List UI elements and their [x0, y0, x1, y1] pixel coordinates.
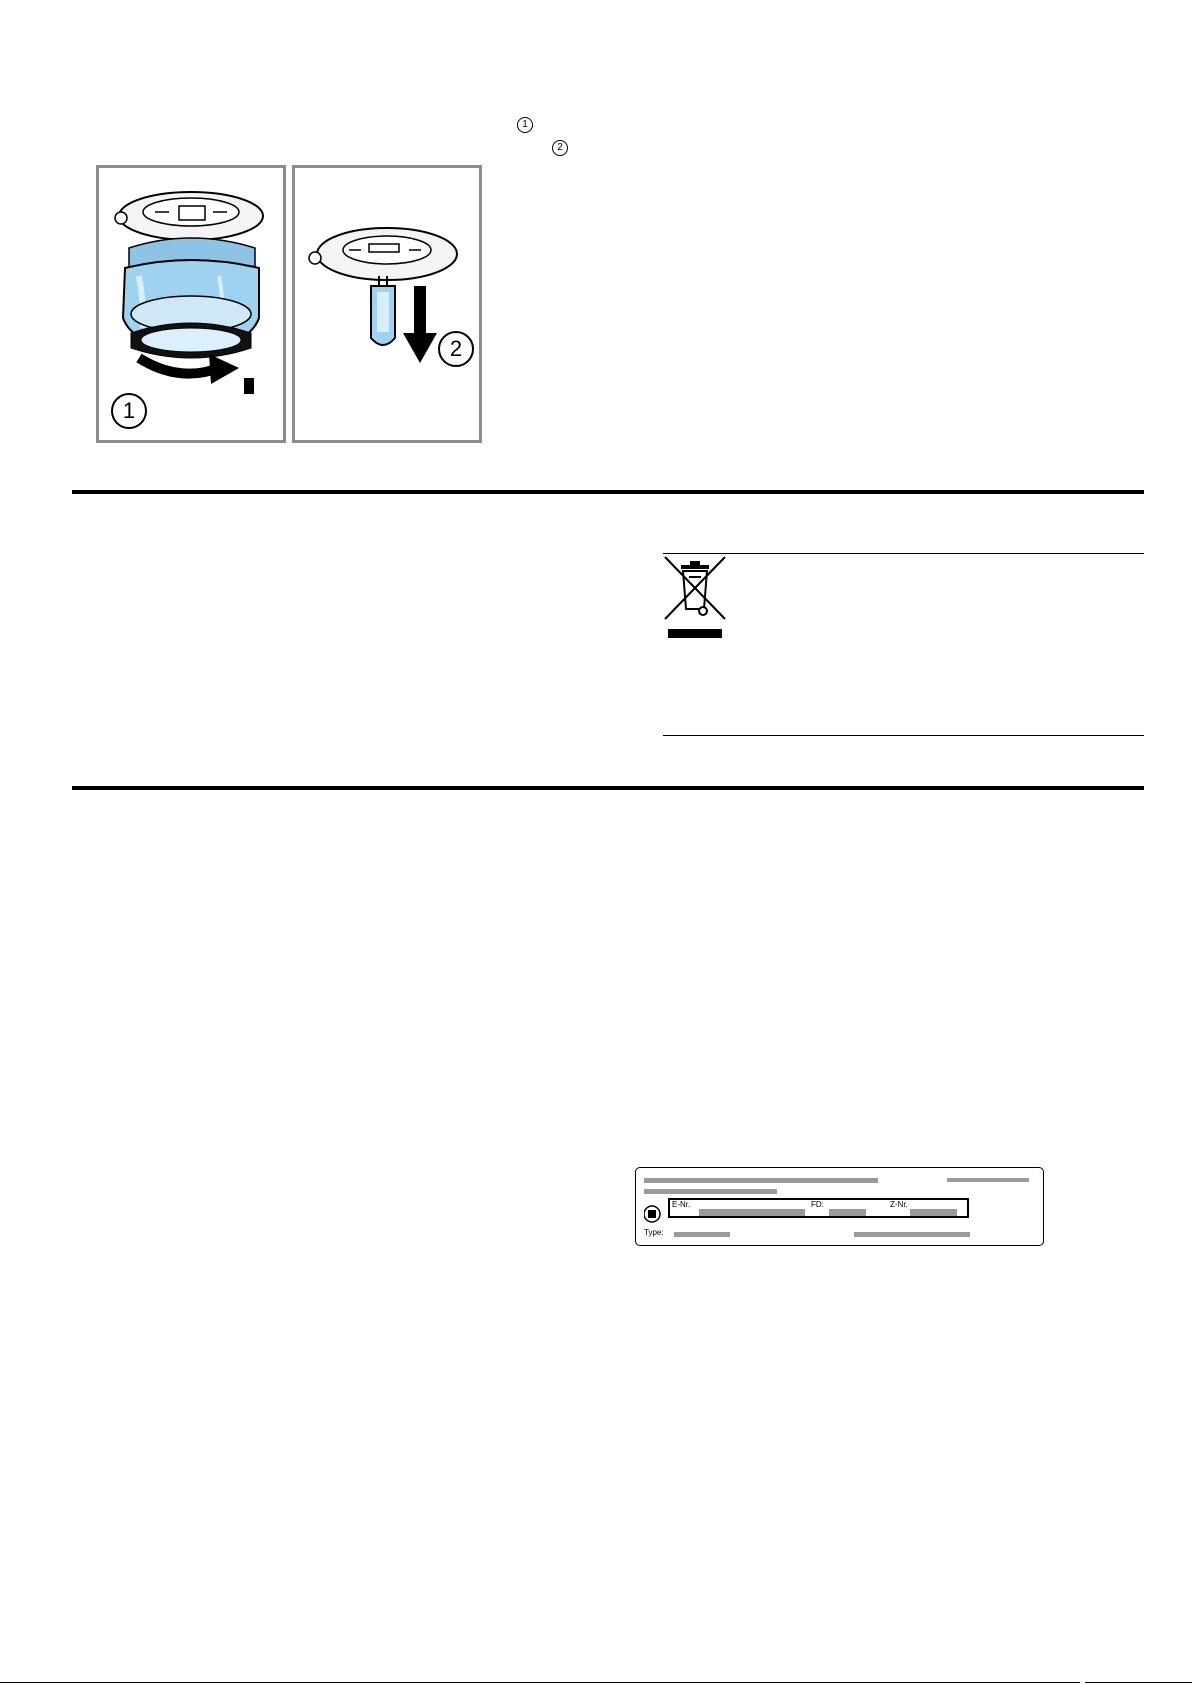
footer-rule	[0, 1682, 1080, 1683]
halogen-bulb-icon	[295, 168, 479, 440]
rating-plate-fd-label: FD:	[811, 1200, 824, 1209]
step-marker-2-label: 2	[552, 140, 568, 156]
rating-plate-znr-label: Z-Nr.	[890, 1200, 908, 1209]
disposal-box-top-rule	[663, 553, 1144, 554]
rotate-arrow-icon	[139, 354, 249, 394]
footer-rule-right	[1085, 1682, 1192, 1683]
illustration-step-2-badge	[438, 331, 474, 367]
crossed-out-wheelie-bin-icon	[663, 555, 729, 641]
down-arrow-icon	[403, 286, 437, 363]
section-rule-disposal	[72, 490, 1144, 494]
rating-plate	[635, 1167, 1044, 1246]
illustration-step-1-badge	[111, 393, 147, 429]
step-marker-1-label: 1	[517, 117, 533, 133]
illustration-panel-unscrew	[96, 165, 286, 443]
section-rule-customer-service	[72, 786, 1144, 790]
step-marker-1	[517, 114, 533, 133]
illustration-step-2-label: 2	[449, 336, 463, 361]
rating-plate-enr-label: E-Nr.	[672, 1200, 691, 1209]
disposal-box-bottom-rule	[663, 735, 1144, 736]
illustration-step-1-label: 1	[122, 398, 136, 423]
illustration-panel-remove-bulb	[292, 165, 482, 443]
step-marker-2	[552, 137, 568, 156]
rating-plate-type-label: Type:	[644, 1228, 664, 1237]
